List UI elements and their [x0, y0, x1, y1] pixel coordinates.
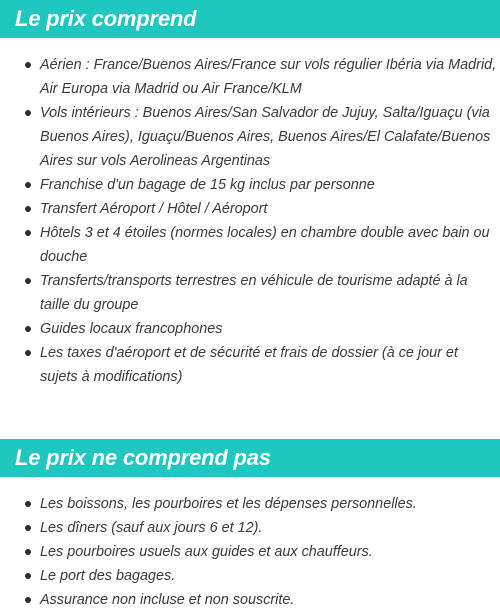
bullet-icon [25, 230, 31, 236]
list-item: Hôtels 3 et 4 étoiles (normes locales) en chambre double avec bain ou douche [0, 221, 500, 269]
bullet-icon [25, 206, 31, 212]
list-item: Transfert Aéroport / Hôtel / Aéroport [0, 197, 500, 221]
list-item: Aérien : France/Buenos Aires/France sur vols régulier Ibéria via Madrid, Air Europa via Madrid ou Air France/KLM [0, 53, 500, 101]
bullet-icon [25, 525, 31, 531]
bullet-icon [25, 549, 31, 555]
list-item: Les dîners (sauf aux jours 6 et 12). [0, 516, 500, 540]
list-item: Vols intérieurs : Buenos Aires/San Salvador de Jujuy, Salta/Iguaçu (via Buenos Aires), Iguaçu/Buenos Aires, Buenos Aires/El Calafate/Buenos Aires sur vols Aerolineas Argentinas [0, 101, 500, 173]
bullet-icon [25, 573, 31, 579]
section-title-excludes: Le prix ne comprend pas [15, 445, 271, 470]
list-item: Assurance non incluse et non souscrite. [0, 588, 500, 612]
list-item: Transferts/transports terrestres en véhicule de tourisme adapté à la taille du groupe [0, 269, 500, 317]
section-header-includes [0, 0, 500, 38]
bullet-icon [25, 350, 31, 356]
excluded-items-list [0, 492, 500, 612]
included-items-list [0, 53, 500, 389]
bullet-icon [25, 597, 31, 603]
bullet-icon [25, 110, 31, 116]
list-item: Les pourboires usuels aux guides et aux chauffeurs. [0, 540, 500, 564]
list-item: Franchise d'un bagage de 15 kg inclus par personne [0, 173, 500, 197]
list-item: Guides locaux francophones [0, 317, 500, 341]
bullet-icon [25, 278, 31, 284]
list-item: Les taxes d'aéroport et de sécurité et frais de dossier (à ce jour et sujets à modifications) [0, 341, 500, 389]
section-title-includes: Le prix comprend [15, 6, 197, 31]
bullet-icon [25, 62, 31, 68]
bullet-icon [25, 326, 31, 332]
list-item: Le port des bagages. [0, 564, 500, 588]
bullet-icon [25, 182, 31, 188]
list-item: Les boissons, les pourboires et les dépenses personnelles. [0, 492, 500, 516]
bullet-icon [25, 501, 31, 507]
section-header-excludes [0, 439, 500, 477]
